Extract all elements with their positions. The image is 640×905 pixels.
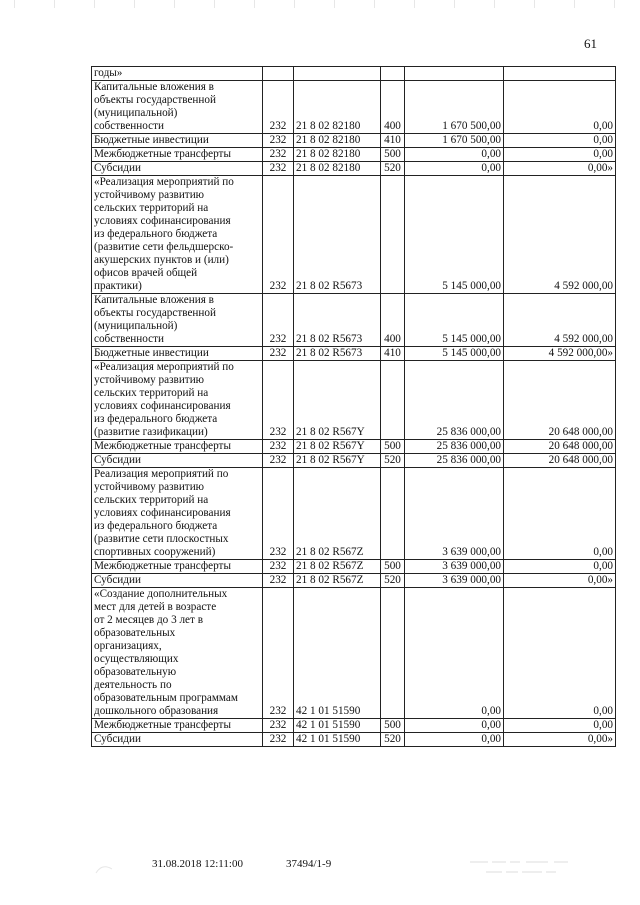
row-name-cell: Реализация мероприятий по устойчивому развитию сельских территорий на условиях софинансирования из федерального бюджета (развитие сети плоскостных спортивных сооружений) bbox=[92, 468, 263, 560]
row-expense-type-cell: 410 bbox=[381, 134, 405, 148]
table-row bbox=[92, 148, 616, 162]
row-amount-year1-cell bbox=[405, 67, 504, 81]
row-target-item-code-cell: 21 8 02 82180 bbox=[294, 134, 381, 148]
row-chief-admin-code-cell: 232 bbox=[263, 162, 294, 176]
row-name-cell: Бюджетные инвестиции bbox=[92, 347, 263, 361]
table-row bbox=[92, 81, 616, 134]
row-target-item-code-cell: 21 8 02 82180 bbox=[294, 162, 381, 176]
row-target-item-code-cell: 21 8 02 R567Z bbox=[294, 560, 381, 574]
table-row bbox=[92, 134, 616, 148]
row-chief-admin-code-cell: 232 bbox=[263, 468, 294, 560]
row-expense-type-cell: 520 bbox=[381, 733, 405, 747]
row-amount-year2-cell: 0,00 bbox=[504, 148, 616, 162]
row-expense-type-cell: 520 bbox=[381, 454, 405, 468]
row-chief-admin-code-cell: 232 bbox=[263, 719, 294, 733]
row-expense-type-cell bbox=[381, 468, 405, 560]
row-name-cell: Субсидии bbox=[92, 574, 263, 588]
row-name-cell: Межбюджетные трансферты bbox=[92, 440, 263, 454]
row-chief-admin-code-cell: 232 bbox=[263, 148, 294, 162]
faint-stamp-image bbox=[466, 856, 596, 878]
table-row bbox=[92, 361, 616, 440]
row-amount-year1-cell: 1 670 500,00 bbox=[405, 81, 504, 134]
table-row bbox=[92, 347, 616, 361]
row-chief-admin-code-cell: 232 bbox=[263, 81, 294, 134]
footer-timestamp: 31.08.2018 12:11:00 bbox=[152, 858, 243, 870]
row-expense-type-cell bbox=[381, 67, 405, 81]
row-expense-type-cell: 400 bbox=[381, 294, 405, 347]
row-name-cell: «Создание дополнительных мест для детей в возрасте от 2 месяцев до 3 лет в образовательных организациях, осуществляющих образовательную деятельность по образовательным программам дошкольного образования bbox=[92, 588, 263, 719]
row-chief-admin-code-cell: 232 bbox=[263, 454, 294, 468]
row-target-item-code-cell: 21 8 02 R567Y bbox=[294, 454, 381, 468]
row-chief-admin-code-cell: 232 bbox=[263, 176, 294, 294]
row-name-cell: Субсидии bbox=[92, 454, 263, 468]
row-expense-type-cell bbox=[381, 361, 405, 440]
table-row bbox=[92, 162, 616, 176]
row-expense-type-cell bbox=[381, 176, 405, 294]
table-row bbox=[92, 67, 616, 81]
table-row bbox=[92, 733, 616, 747]
row-amount-year2-cell: 0,00 bbox=[504, 134, 616, 148]
row-name-cell: Межбюджетные трансферты bbox=[92, 148, 263, 162]
table-row bbox=[92, 468, 616, 560]
row-amount-year2-cell: 0,00 bbox=[504, 588, 616, 719]
row-target-item-code-cell: 21 8 02 R567Y bbox=[294, 361, 381, 440]
row-amount-year2-cell: 20 648 000,00 bbox=[504, 440, 616, 454]
table-row bbox=[92, 440, 616, 454]
table-row bbox=[92, 176, 616, 294]
row-amount-year2-cell: 0,00 bbox=[504, 560, 616, 574]
row-amount-year2-cell bbox=[504, 67, 616, 81]
row-chief-admin-code-cell: 232 bbox=[263, 733, 294, 747]
row-chief-admin-code-cell bbox=[263, 67, 294, 81]
row-name-cell: Межбюджетные трансферты bbox=[92, 719, 263, 733]
row-amount-year1-cell: 0,00 bbox=[405, 588, 504, 719]
row-amount-year1-cell: 0,00 bbox=[405, 162, 504, 176]
row-amount-year1-cell: 5 145 000,00 bbox=[405, 294, 504, 347]
row-chief-admin-code-cell: 232 bbox=[263, 588, 294, 719]
row-amount-year2-cell: 0,00 bbox=[504, 468, 616, 560]
row-chief-admin-code-cell: 232 bbox=[263, 361, 294, 440]
row-amount-year1-cell: 0,00 bbox=[405, 733, 504, 747]
row-amount-year2-cell: 0,00» bbox=[504, 733, 616, 747]
row-chief-admin-code-cell: 232 bbox=[263, 347, 294, 361]
row-name-cell: Бюджетные инвестиции bbox=[92, 134, 263, 148]
row-name-cell: Субсидии bbox=[92, 733, 263, 747]
faint-scan-mark bbox=[94, 859, 114, 877]
row-amount-year2-cell: 0,00 bbox=[504, 81, 616, 134]
row-target-item-code-cell bbox=[294, 67, 381, 81]
row-target-item-code-cell: 21 8 02 82180 bbox=[294, 81, 381, 134]
row-target-item-code-cell: 21 8 02 R5673 bbox=[294, 347, 381, 361]
row-target-item-code-cell: 21 8 02 R567Z bbox=[294, 574, 381, 588]
row-expense-type-cell: 500 bbox=[381, 440, 405, 454]
row-amount-year1-cell: 25 836 000,00 bbox=[405, 440, 504, 454]
scan-edge-artifact bbox=[0, 0, 640, 8]
row-target-item-code-cell: 21 8 02 R567Y bbox=[294, 440, 381, 454]
row-expense-type-cell: 410 bbox=[381, 347, 405, 361]
row-amount-year1-cell: 25 836 000,00 bbox=[405, 361, 504, 440]
table-row bbox=[92, 719, 616, 733]
row-chief-admin-code-cell: 232 bbox=[263, 440, 294, 454]
budget-table bbox=[91, 66, 616, 747]
row-name-cell: Капитальные вложения в объекты государственной (муниципальной) собственности bbox=[92, 81, 263, 134]
row-amount-year2-cell: 4 592 000,00 bbox=[504, 176, 616, 294]
row-amount-year2-cell: 20 648 000,00 bbox=[504, 361, 616, 440]
row-expense-type-cell: 400 bbox=[381, 81, 405, 134]
table-row bbox=[92, 574, 616, 588]
row-chief-admin-code-cell: 232 bbox=[263, 560, 294, 574]
row-target-item-code-cell: 21 8 02 R5673 bbox=[294, 294, 381, 347]
row-amount-year2-cell: 4 592 000,00» bbox=[504, 347, 616, 361]
page-number: 61 bbox=[584, 36, 597, 51]
row-amount-year1-cell: 5 145 000,00 bbox=[405, 176, 504, 294]
table-row bbox=[92, 588, 616, 719]
row-amount-year1-cell: 25 836 000,00 bbox=[405, 454, 504, 468]
row-expense-type-cell: 520 bbox=[381, 574, 405, 588]
row-target-item-code-cell: 42 1 01 51590 bbox=[294, 719, 381, 733]
row-target-item-code-cell: 21 8 02 R5673 bbox=[294, 176, 381, 294]
row-amount-year2-cell: 4 592 000,00 bbox=[504, 294, 616, 347]
row-name-cell: Субсидии bbox=[92, 162, 263, 176]
row-amount-year2-cell: 20 648 000,00 bbox=[504, 454, 616, 468]
row-target-item-code-cell: 42 1 01 51590 bbox=[294, 733, 381, 747]
table-row bbox=[92, 454, 616, 468]
row-chief-admin-code-cell: 232 bbox=[263, 574, 294, 588]
row-chief-admin-code-cell: 232 bbox=[263, 134, 294, 148]
footer-document-id: 37494/1-9 bbox=[286, 858, 332, 870]
row-amount-year2-cell: 0,00 bbox=[504, 719, 616, 733]
table-row bbox=[92, 294, 616, 347]
row-amount-year1-cell: 3 639 000,00 bbox=[405, 560, 504, 574]
row-chief-admin-code-cell: 232 bbox=[263, 294, 294, 347]
row-amount-year1-cell: 0,00 bbox=[405, 148, 504, 162]
row-expense-type-cell bbox=[381, 588, 405, 719]
row-name-cell: «Реализация мероприятий по устойчивому развитию сельских территорий на условиях софинансирования из федерального бюджета (развитие сети фельдшерско- акушерских пунктов и (или) офисов врачей общей практики) bbox=[92, 176, 263, 294]
table-row bbox=[92, 560, 616, 574]
row-amount-year2-cell: 0,00» bbox=[504, 574, 616, 588]
row-amount-year2-cell: 0,00» bbox=[504, 162, 616, 176]
row-target-item-code-cell: 42 1 01 51590 bbox=[294, 588, 381, 719]
row-expense-type-cell: 500 bbox=[381, 148, 405, 162]
row-amount-year1-cell: 5 145 000,00 bbox=[405, 347, 504, 361]
row-target-item-code-cell: 21 8 02 R567Z bbox=[294, 468, 381, 560]
row-expense-type-cell: 500 bbox=[381, 719, 405, 733]
row-amount-year1-cell: 3 639 000,00 bbox=[405, 574, 504, 588]
row-name-cell: «Реализация мероприятий по устойчивому развитию сельских территорий на условиях софинансирования из федерального бюджета (развитие газификации) bbox=[92, 361, 263, 440]
row-name-cell: Межбюджетные трансферты bbox=[92, 560, 263, 574]
row-target-item-code-cell: 21 8 02 82180 bbox=[294, 148, 381, 162]
row-name-cell: годы» bbox=[92, 67, 263, 81]
row-amount-year1-cell: 3 639 000,00 bbox=[405, 468, 504, 560]
row-name-cell: Капитальные вложения в объекты государственной (муниципальной) собственности bbox=[92, 294, 263, 347]
row-amount-year1-cell: 0,00 bbox=[405, 719, 504, 733]
row-expense-type-cell: 520 bbox=[381, 162, 405, 176]
row-amount-year1-cell: 1 670 500,00 bbox=[405, 134, 504, 148]
row-expense-type-cell: 500 bbox=[381, 560, 405, 574]
